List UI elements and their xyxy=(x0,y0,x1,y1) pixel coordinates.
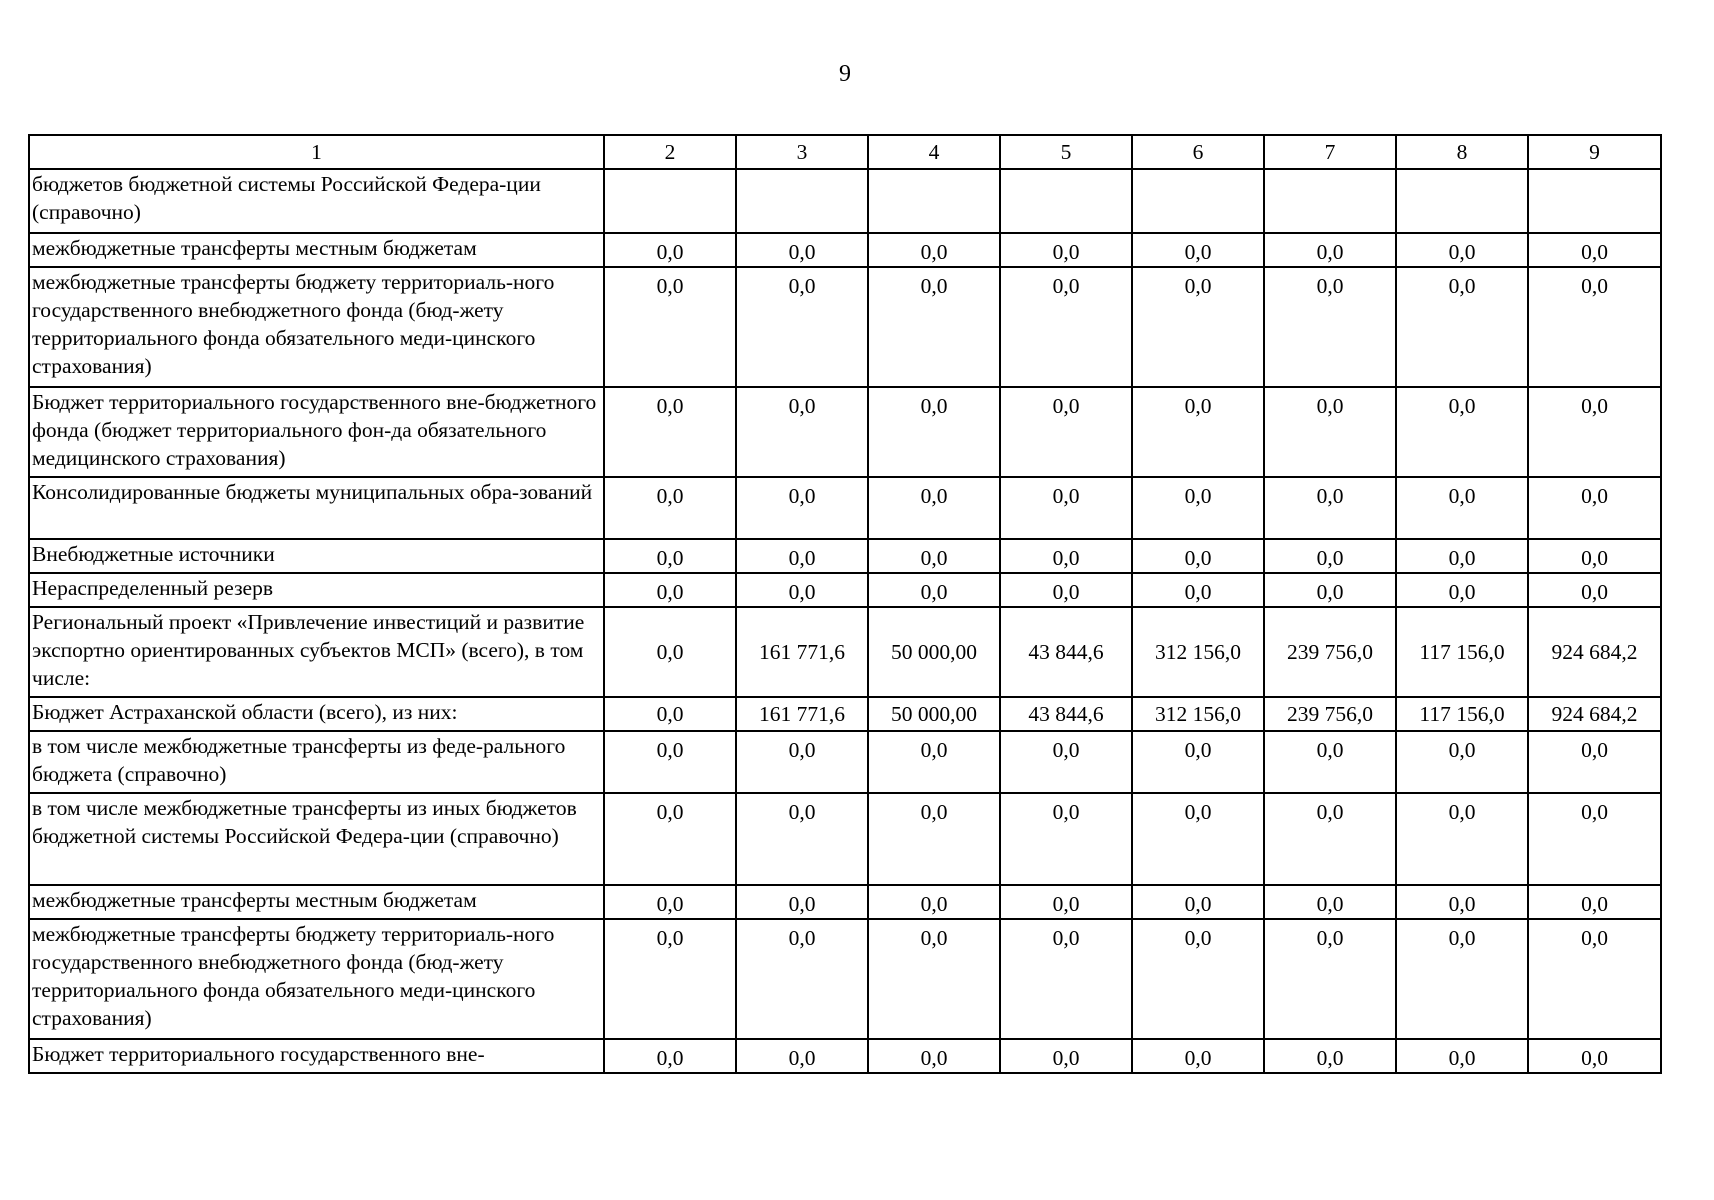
cell-value: 0,0 xyxy=(868,731,1000,793)
row-label: межбюджетные трансферты бюджету территориаль-ного государственного внебюджетного фонда (бюд-жету территориального фонда обязательного меди-цинского страхования) xyxy=(29,919,604,1039)
cell-value: 0,0 xyxy=(868,573,1000,607)
cell-value: 0,0 xyxy=(1132,233,1264,267)
row-label: межбюджетные трансферты местным бюджетам xyxy=(29,885,604,919)
cell-value: 0,0 xyxy=(1528,267,1661,387)
cell-value: 0,0 xyxy=(868,885,1000,919)
cell-value: 0,0 xyxy=(604,1039,736,1073)
cell-value: 0,0 xyxy=(604,919,736,1039)
cell-value: 0,0 xyxy=(604,267,736,387)
cell-value: 0,0 xyxy=(736,267,868,387)
cell-value xyxy=(1528,169,1661,233)
column-header: 4 xyxy=(868,135,1000,169)
cell-value: 161 771,6 xyxy=(736,697,868,731)
cell-value: 0,0 xyxy=(736,573,868,607)
cell-value: 43 844,6 xyxy=(1000,697,1132,731)
cell-value: 0,0 xyxy=(736,1039,868,1073)
page-number: 9 xyxy=(839,61,851,87)
cell-value: 0,0 xyxy=(1396,793,1528,885)
row-label: бюджетов бюджетной системы Российской Федера-ции (справочно) xyxy=(29,169,604,233)
cell-value: 0,0 xyxy=(868,919,1000,1039)
cell-value: 161 771,6 xyxy=(736,607,868,697)
column-header: 7 xyxy=(1264,135,1396,169)
cell-value: 0,0 xyxy=(1528,793,1661,885)
cell-value xyxy=(1132,169,1264,233)
row-label: Бюджет территориального государственного вне-бюджетного фонда (бюджет территориального фон-да обязательного медицинского страхования) xyxy=(29,387,604,477)
cell-value: 0,0 xyxy=(1132,539,1264,573)
cell-value: 50 000,00 xyxy=(868,697,1000,731)
cell-value: 0,0 xyxy=(736,885,868,919)
column-header: 8 xyxy=(1396,135,1528,169)
row-label: Консолидированные бюджеты муниципальных обра-зований xyxy=(29,477,604,539)
cell-value: 0,0 xyxy=(1396,885,1528,919)
table-row xyxy=(29,169,1661,233)
cell-value: 0,0 xyxy=(1132,267,1264,387)
cell-value xyxy=(868,169,1000,233)
cell-value: 0,0 xyxy=(1000,1039,1132,1073)
cell-value xyxy=(1000,169,1132,233)
cell-value: 0,0 xyxy=(1132,731,1264,793)
cell-value: 0,0 xyxy=(868,1039,1000,1073)
cell-value: 0,0 xyxy=(604,387,736,477)
cell-value: 0,0 xyxy=(1000,387,1132,477)
cell-value: 0,0 xyxy=(1528,233,1661,267)
table-header-row xyxy=(29,135,1661,169)
cell-value: 0,0 xyxy=(868,477,1000,539)
cell-value: 0,0 xyxy=(736,793,868,885)
cell-value: 0,0 xyxy=(1132,387,1264,477)
cell-value: 0,0 xyxy=(1132,1039,1264,1073)
column-header: 5 xyxy=(1000,135,1132,169)
cell-value: 0,0 xyxy=(1264,267,1396,387)
cell-value: 0,0 xyxy=(736,731,868,793)
cell-value: 0,0 xyxy=(1264,793,1396,885)
table-row xyxy=(29,477,1661,539)
cell-value: 0,0 xyxy=(1264,477,1396,539)
cell-value: 0,0 xyxy=(1396,233,1528,267)
row-label: Региональный проект «Привлечение инвестиций и развитие экспортно ориентированных субъектов МСП» (всего), в том числе: xyxy=(29,607,604,697)
table-row xyxy=(29,919,1661,1039)
cell-value: 0,0 xyxy=(1000,477,1132,539)
cell-value: 117 156,0 xyxy=(1396,697,1528,731)
cell-value: 0,0 xyxy=(604,731,736,793)
table-row xyxy=(29,1039,1661,1073)
row-label: Бюджет Астраханской области (всего), из них: xyxy=(29,697,604,731)
cell-value: 0,0 xyxy=(1528,573,1661,607)
cell-value: 0,0 xyxy=(1528,731,1661,793)
cell-value: 0,0 xyxy=(1264,919,1396,1039)
cell-value: 0,0 xyxy=(1528,539,1661,573)
table-row xyxy=(29,573,1661,607)
cell-value: 0,0 xyxy=(1264,1039,1396,1073)
cell-value: 924 684,2 xyxy=(1528,697,1661,731)
budget-table xyxy=(28,134,1662,1074)
cell-value: 0,0 xyxy=(1000,731,1132,793)
row-label: Бюджет территориального государственного вне- xyxy=(29,1039,604,1073)
cell-value: 0,0 xyxy=(1000,539,1132,573)
cell-value: 0,0 xyxy=(1000,919,1132,1039)
cell-value: 0,0 xyxy=(1000,885,1132,919)
cell-value: 0,0 xyxy=(1396,539,1528,573)
cell-value: 0,0 xyxy=(868,539,1000,573)
column-header: 1 xyxy=(29,135,604,169)
cell-value: 0,0 xyxy=(1000,233,1132,267)
cell-value: 0,0 xyxy=(604,885,736,919)
cell-value: 0,0 xyxy=(604,233,736,267)
cell-value: 0,0 xyxy=(1264,573,1396,607)
cell-value: 0,0 xyxy=(604,539,736,573)
cell-value: 0,0 xyxy=(604,793,736,885)
cell-value: 0,0 xyxy=(1264,233,1396,267)
cell-value: 0,0 xyxy=(868,267,1000,387)
cell-value: 0,0 xyxy=(1528,919,1661,1039)
cell-value: 0,0 xyxy=(1396,573,1528,607)
cell-value: 0,0 xyxy=(1528,1039,1661,1073)
column-header: 6 xyxy=(1132,135,1264,169)
table-row xyxy=(29,793,1661,885)
cell-value: 239 756,0 xyxy=(1264,607,1396,697)
cell-value: 0,0 xyxy=(736,387,868,477)
row-label: в том числе межбюджетные трансферты из феде-рального бюджета (справочно) xyxy=(29,731,604,793)
cell-value: 0,0 xyxy=(604,477,736,539)
table-row xyxy=(29,387,1661,477)
cell-value xyxy=(604,169,736,233)
cell-value: 0,0 xyxy=(736,919,868,1039)
cell-value: 0,0 xyxy=(1000,793,1132,885)
row-label: Внебюджетные источники xyxy=(29,539,604,573)
cell-value: 0,0 xyxy=(1264,539,1396,573)
cell-value: 0,0 xyxy=(1528,885,1661,919)
cell-value: 0,0 xyxy=(604,697,736,731)
cell-value: 0,0 xyxy=(1396,477,1528,539)
cell-value: 924 684,2 xyxy=(1528,607,1661,697)
cell-value: 312 156,0 xyxy=(1132,697,1264,731)
cell-value: 0,0 xyxy=(1132,793,1264,885)
cell-value: 0,0 xyxy=(1132,477,1264,539)
cell-value: 0,0 xyxy=(1396,267,1528,387)
column-header: 9 xyxy=(1528,135,1661,169)
row-label: межбюджетные трансферты местным бюджетам xyxy=(29,233,604,267)
cell-value: 0,0 xyxy=(1264,885,1396,919)
cell-value xyxy=(1264,169,1396,233)
cell-value xyxy=(736,169,868,233)
column-header: 2 xyxy=(604,135,736,169)
cell-value xyxy=(1396,169,1528,233)
table-row xyxy=(29,607,1661,697)
row-label: Нераспределенный резерв xyxy=(29,573,604,607)
table-row xyxy=(29,885,1661,919)
cell-value: 0,0 xyxy=(1132,573,1264,607)
cell-value: 0,0 xyxy=(1000,267,1132,387)
cell-value: 0,0 xyxy=(1528,477,1661,539)
cell-value: 0,0 xyxy=(868,233,1000,267)
cell-value: 50 000,00 xyxy=(868,607,1000,697)
table-row xyxy=(29,697,1661,731)
cell-value: 0,0 xyxy=(1264,387,1396,477)
cell-value: 0,0 xyxy=(604,573,736,607)
cell-value: 0,0 xyxy=(736,233,868,267)
table-row xyxy=(29,731,1661,793)
column-header: 3 xyxy=(736,135,868,169)
cell-value: 0,0 xyxy=(1264,731,1396,793)
cell-value: 0,0 xyxy=(1396,919,1528,1039)
cell-value: 312 156,0 xyxy=(1132,607,1264,697)
cell-value: 117 156,0 xyxy=(1396,607,1528,697)
cell-value: 0,0 xyxy=(736,477,868,539)
cell-value: 0,0 xyxy=(1000,573,1132,607)
cell-value: 0,0 xyxy=(1132,919,1264,1039)
cell-value: 0,0 xyxy=(736,539,868,573)
row-label: в том числе межбюджетные трансферты из иных бюджетов бюджетной системы Российской Федера-ции (справочно) xyxy=(29,793,604,885)
cell-value: 0,0 xyxy=(868,387,1000,477)
cell-value: 0,0 xyxy=(1132,885,1264,919)
cell-value: 0,0 xyxy=(868,793,1000,885)
cell-value: 43 844,6 xyxy=(1000,607,1132,697)
row-label: межбюджетные трансферты бюджету территориаль-ного государственного внебюджетного фонда (бюд-жету территориального фонда обязательного меди-цинского страхования) xyxy=(29,267,604,387)
cell-value: 0,0 xyxy=(1528,387,1661,477)
table-row xyxy=(29,539,1661,573)
cell-value: 0,0 xyxy=(1396,731,1528,793)
table-row xyxy=(29,233,1661,267)
cell-value: 0,0 xyxy=(604,607,736,697)
cell-value: 0,0 xyxy=(1396,387,1528,477)
cell-value: 0,0 xyxy=(1396,1039,1528,1073)
table-row xyxy=(29,267,1661,387)
cell-value: 239 756,0 xyxy=(1264,697,1396,731)
